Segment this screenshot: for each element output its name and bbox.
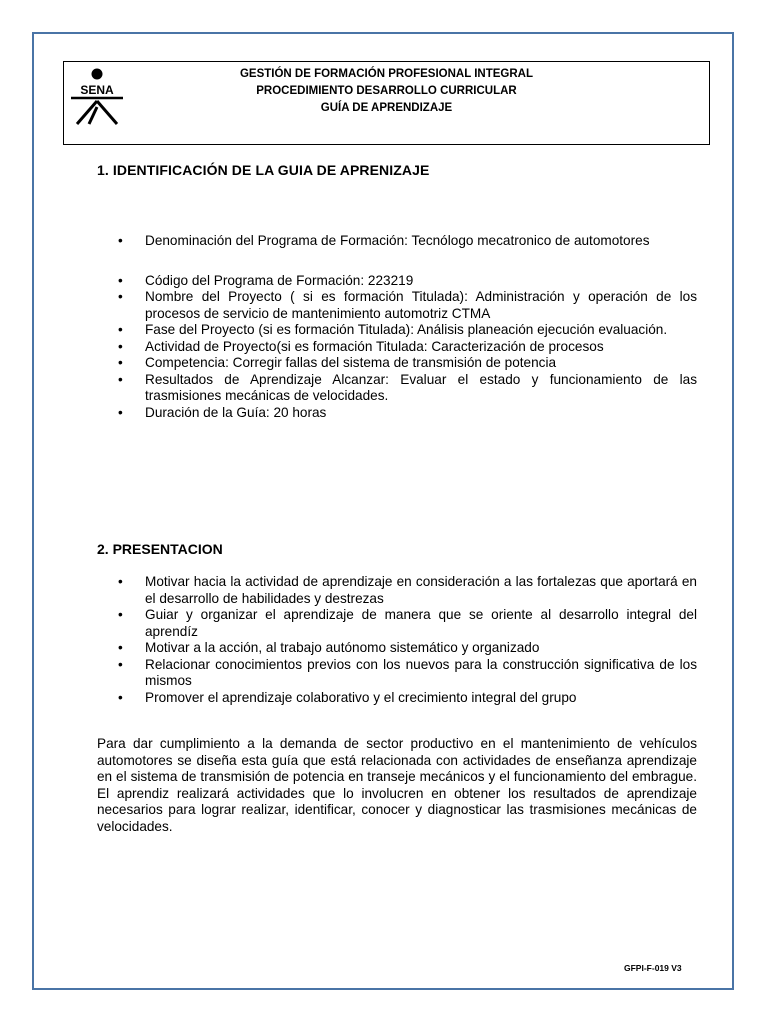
list-item: • Denominación del Programa de Formación: Tecnólogo mecatronico de automotores: [118, 233, 650, 248]
document-header: [63, 61, 710, 145]
list-spacer: [97, 250, 697, 273]
form-code: GFPI-F-019 V3: [624, 963, 682, 973]
section-1-title: 1. IDENTIFICACIÓN DE LA GUIA DE APRENIZAJE: [97, 162, 430, 178]
list-item: • Resultados de Aprendizaje Alcanzar: Evaluar el estado y funcionamiento de las trasmisiones mecánicas de velocidades.: [118, 371, 697, 403]
list-item: • Fase del Proyecto (si es formación Titulada): Análisis planeación ejecución evaluación.: [118, 322, 668, 337]
list-item: • Motivar a la acción, al trabajo autónomo sistemático y organizado: [118, 640, 540, 655]
section-1-list: [97, 233, 697, 421]
section-2-title: 2. PRESENTACION: [97, 541, 223, 557]
list-item: • Actividad de Proyecto(si es formación Titulada: Caracterización de procesos: [118, 338, 604, 354]
header-line-3: GUÍA DE APRENDIZAJE: [320, 102, 453, 114]
header-line-1: GESTIÓN DE FORMACIÓN PROFESIONAL INTEGRAL: [239, 68, 534, 80]
list-item: • Duración de la Guía: 20 horas: [118, 404, 327, 420]
list-item: • Relacionar conocimientos previos con los nuevos para la construcción significativa de los mismos: [118, 656, 697, 688]
list-item: • Promover el aprendizaje colaborativo y el crecimiento integral del grupo: [118, 689, 577, 705]
list-item: • Motivar hacia la actividad de aprendizaje en consideración a las fortalezas que aportará en el desarrollo de habilidades y destrezas: [118, 574, 697, 606]
presentation-paragraph: Para dar cumplimiento a la demanda de sector productivo en el mantenimiento de vehículos automotores se diseña esta guía que está relacionada con actividades de enseñanza aprendizaje en el sistema de transmisión de potencia en transeje mecánicos y el funcionamiento del embrague. El aprendiz realizará actividades que lo involucren en obtener los resultados de aprendizaje necesarios para lograr realizar, identificar, conocer y diagnosticar las trasmisiones mecánicas de velocidades.: [97, 736, 697, 834]
list-item: • Nombre del Proyecto ( si es formación Titulada): Administración y operación de los procesos de servicio de mantenimiento automotriz CTMA: [118, 289, 697, 321]
logo-text: SENA: [80, 83, 114, 97]
list-item: • Código del Programa de Formación: 223219: [118, 272, 414, 288]
list-item: • Competencia: Corregir fallas del sistema de transmisión de potencia: [118, 355, 557, 370]
header-line-2: PROCEDIMIENTO DESARROLLO CURRICULAR: [256, 85, 517, 97]
section-2-list: [97, 574, 697, 706]
list-item: • Guiar y organizar el aprendizaje de manera que se oriente al desarrollo integral del aprendíz: [118, 607, 697, 639]
